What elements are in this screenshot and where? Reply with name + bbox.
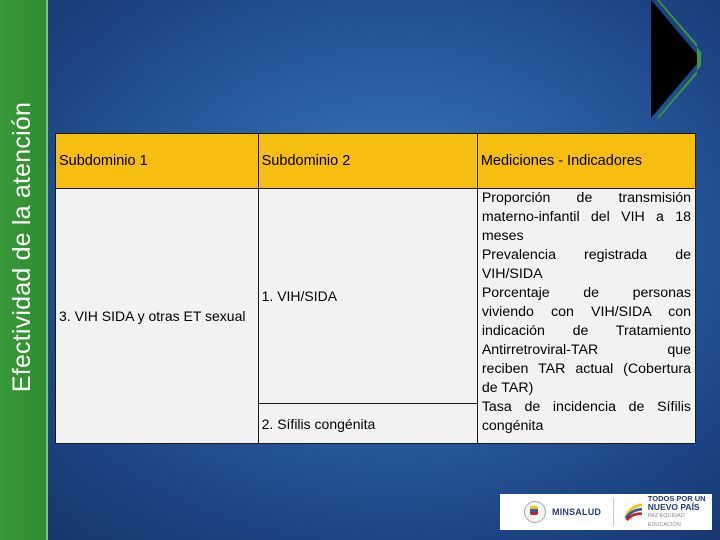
indicator-line: meses (481, 228, 524, 244)
subdominio-1-cell: 3. VIH SIDA y otras ET sexual (56, 189, 259, 444)
indicator-line: Proporción de transmisión (481, 190, 691, 206)
indicator-table (55, 133, 696, 444)
tppnp-line-1: TODOS POR UN (647, 494, 706, 503)
indicator-line: viviendo con VIH/SIDA con (481, 304, 691, 320)
indicator-line: Tasa de incidencia de Sífilis (481, 399, 691, 415)
minsalud-logo (524, 501, 601, 523)
indicator-line: Prevalencia registrada de (481, 247, 691, 263)
tppnp-line-2: NUEVO PAÍS (647, 502, 700, 512)
header-subdominio-2: Subdominio 2 (258, 134, 477, 189)
indicator-line: Antirretroviral-TAR que (481, 342, 691, 358)
side-title-bar (0, 0, 48, 540)
indicator-line: VIH/SIDA (481, 266, 543, 282)
subdominio-2-vih-cell: 1. VIH/SIDA (258, 189, 477, 404)
footer-logos (500, 494, 712, 530)
indicator-line: congénita (481, 418, 544, 434)
indicator-line: materno-infantil del VIH a 18 (481, 209, 691, 225)
logo-divider (613, 499, 614, 525)
table-row (56, 189, 696, 404)
tppnp-text (648, 494, 712, 530)
indicators-cell (477, 189, 695, 444)
indicator-line: Porcentaje de personas (481, 285, 691, 301)
coat-of-arms-icon (524, 501, 546, 523)
subdominio-2-sifilis-cell: 2. Sífilis congénita (258, 404, 477, 444)
side-title: Efectividad de la atención (8, 101, 36, 393)
indicator-line: de TAR) (481, 380, 534, 396)
table-header-row (56, 134, 696, 189)
tppnp-line-3: PAZ EQUIDAD EDUCACIÓN (647, 513, 685, 528)
indicator-line: indicación de Tratamiento (481, 323, 691, 339)
minsalud-text: MINSALUD (552, 507, 602, 517)
todos-por-un-nuevo-pais-logo (624, 494, 712, 530)
indicator-line: reciben TAR actual (Cobertura (481, 361, 691, 377)
header-mediciones: Mediciones - Indicadores (477, 134, 695, 189)
arrow-decoration-icon (651, 0, 701, 118)
header-subdominio-1: Subdominio 1 (56, 134, 259, 189)
colored-wave-icon (624, 501, 644, 523)
